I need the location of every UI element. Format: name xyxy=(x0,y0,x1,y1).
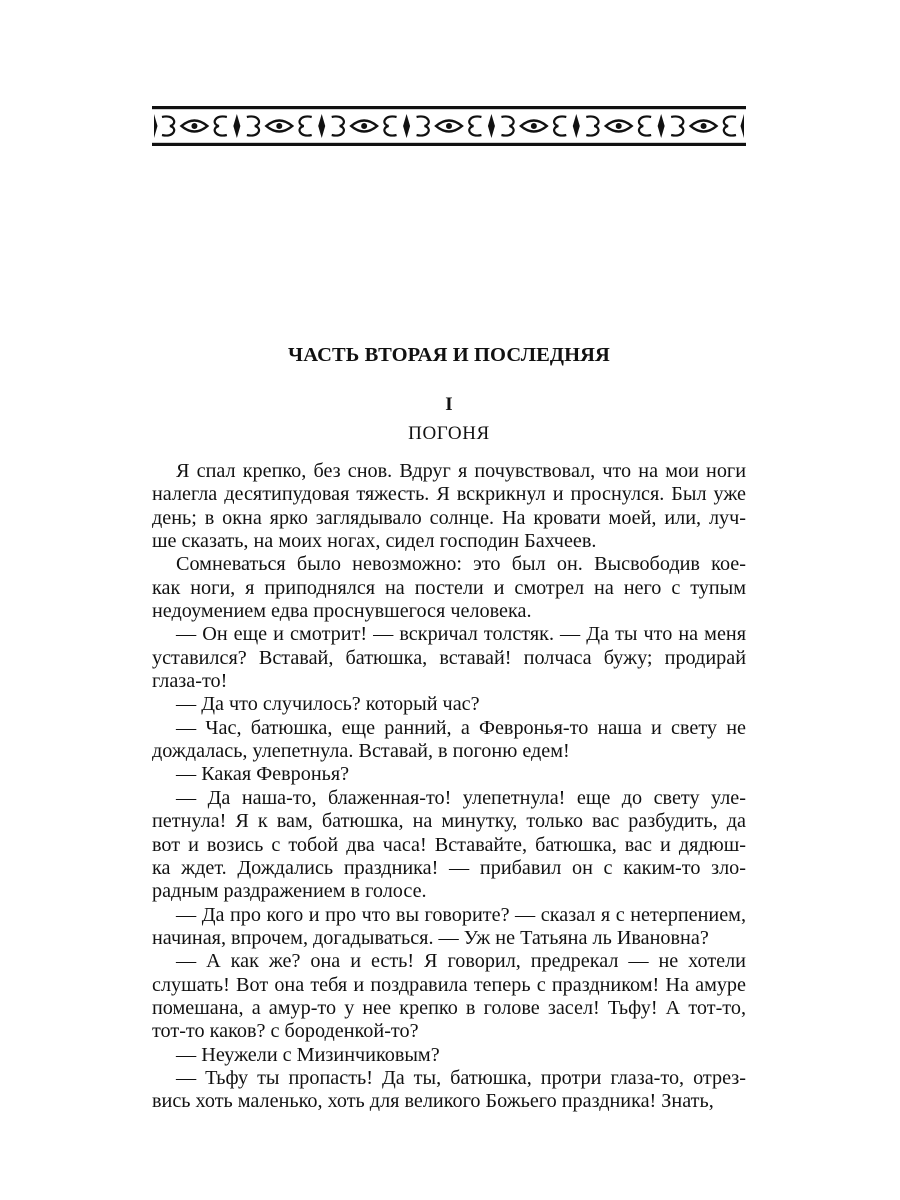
text-line: помешана, а амур-то у нее крепко в голове засел! Тьфу! А тот-то, xyxy=(152,996,746,1019)
text-line: тот-то каков? с бороденкой-то? xyxy=(152,1020,419,1043)
text-line: начиная, впрочем, догадываться. — Уж не Татьяна ль Ивановна? xyxy=(152,926,709,949)
ornament-scroll-right xyxy=(639,116,651,135)
ornament-divider xyxy=(658,114,665,138)
text-line: день; в окна ярко заглядывало солнце. На кровати моей, или, луч- xyxy=(152,506,746,529)
part-title: ЧАСТЬ ВТОРАЯ И ПОСЛЕДНЯЯ xyxy=(288,344,610,366)
chapter-title: ПОГОНЯ xyxy=(408,423,490,444)
ornament-scroll-left xyxy=(247,116,259,135)
ornament-end-cap xyxy=(741,114,745,138)
ornament-divider xyxy=(233,114,240,138)
text-line: как ноги, я приподнялся на постели и смотрел на него с тупым xyxy=(152,576,746,599)
text-line: глаза-то! xyxy=(152,670,228,693)
text-line: ше сказать, на моих ногах, сидел господин Бахчеев. xyxy=(152,530,597,553)
text-line: Я спал крепко, без снов. Вдруг я почувствовал, что на мои ноги xyxy=(176,460,746,482)
decorative-border-ornament xyxy=(152,106,746,146)
paragraph xyxy=(152,1067,746,1114)
ornament-scroll-left xyxy=(162,116,174,135)
ornament-bottom-rule xyxy=(152,143,746,146)
text-line: недоумением едва проснувшегося человека. xyxy=(152,600,532,623)
ornament-scroll-left xyxy=(501,116,513,135)
ornament-top-rule xyxy=(152,106,746,109)
chapter-number: I xyxy=(445,394,453,415)
text-line: — Да про кого и про что вы говорите? — сказал я с нетерпением, xyxy=(176,903,746,926)
ornament-scroll-right xyxy=(554,116,566,135)
text-line: вись хоть маленько, хоть для великого Божьего праздника! Знать, xyxy=(152,1090,714,1113)
paragraph xyxy=(152,717,746,764)
text-line: — Час, батюшка, еще ранний, а Февронья-то наша и свету не xyxy=(176,716,746,739)
text-line: — А как же? она и есть! Я говорил, предрекал — не хотели xyxy=(176,950,746,973)
body-text xyxy=(152,460,746,1114)
text-line: — Тьфу ты пропасть! Да ты, батюшка, протри глаза-то, отрез- xyxy=(176,1066,746,1089)
text-line: ка ждет. Дождались праздника! — прибавил он с каким-то зло- xyxy=(152,856,746,879)
ornament-divider xyxy=(573,114,580,138)
text-line: — Да наша-то, блаженная-то! улепетнула! еще до свету уле- xyxy=(176,786,746,809)
ornament-dot xyxy=(276,123,282,129)
ornament-dot xyxy=(616,123,622,129)
ornament-scroll-right xyxy=(300,116,312,135)
ornament-scroll-right xyxy=(384,116,396,135)
text-line: уставился? Вставай, батюшка, вставай! полчаса бужу; продирай xyxy=(152,646,746,669)
ornament-scroll-right xyxy=(469,116,481,135)
text-line: — Неужели с Мизинчиковым? xyxy=(176,1043,440,1066)
text-line: петнула! Я к вам, батюшка, на минутку, только вас разбудить, да xyxy=(152,810,746,833)
ornament-divider xyxy=(318,114,325,138)
paragraph xyxy=(152,950,746,1043)
ornament-scroll-right xyxy=(724,116,736,135)
text-line: — Он еще и смотрит! — вскричал толстяк. — Да ты что на меня xyxy=(176,623,746,646)
ornament-dot xyxy=(191,123,197,129)
ornament-scroll-left xyxy=(417,116,429,135)
ornament-dot xyxy=(361,123,367,129)
text-line: дождалась, улепетнула. Вставай, в погоню едем! xyxy=(152,740,570,763)
paragraph xyxy=(152,763,746,786)
text-line: — Да что случилось? который час? xyxy=(176,693,480,716)
paragraph xyxy=(152,693,746,716)
ornament-dot xyxy=(446,123,452,129)
ornament-divider xyxy=(488,114,495,138)
ornament-dot xyxy=(531,123,537,129)
text-line: — Какая Февронья? xyxy=(176,763,350,786)
ornament-scroll-left xyxy=(586,116,598,135)
ornament-divider xyxy=(403,114,410,138)
ornament-end-cap xyxy=(154,114,158,138)
paragraph xyxy=(152,460,746,553)
ornament-scroll-left xyxy=(671,116,683,135)
paragraph xyxy=(152,553,746,623)
text-line: налегла десятипудовая тяжесть. Я вскрикнул и проснулся. Был уже xyxy=(152,483,746,506)
paragraph xyxy=(152,1044,746,1067)
paragraph xyxy=(152,904,746,951)
ornament-scroll-left xyxy=(332,116,344,135)
text-line: вот и возись с тобой два часа! Вставайте, батюшка, вас и дядюш- xyxy=(152,833,746,856)
text-line: Сомневаться было невозможно: это был он. Высвободив кое- xyxy=(176,553,746,576)
text-line: радным раздражением в голосе. xyxy=(152,880,427,903)
paragraph xyxy=(152,623,746,693)
ornament-scroll-right xyxy=(215,116,227,135)
paragraph xyxy=(152,787,746,904)
ornament-dot xyxy=(701,123,707,129)
text-line: слушать! Вот она тебя и поздравила теперь с праздником! На амуре xyxy=(152,973,746,996)
